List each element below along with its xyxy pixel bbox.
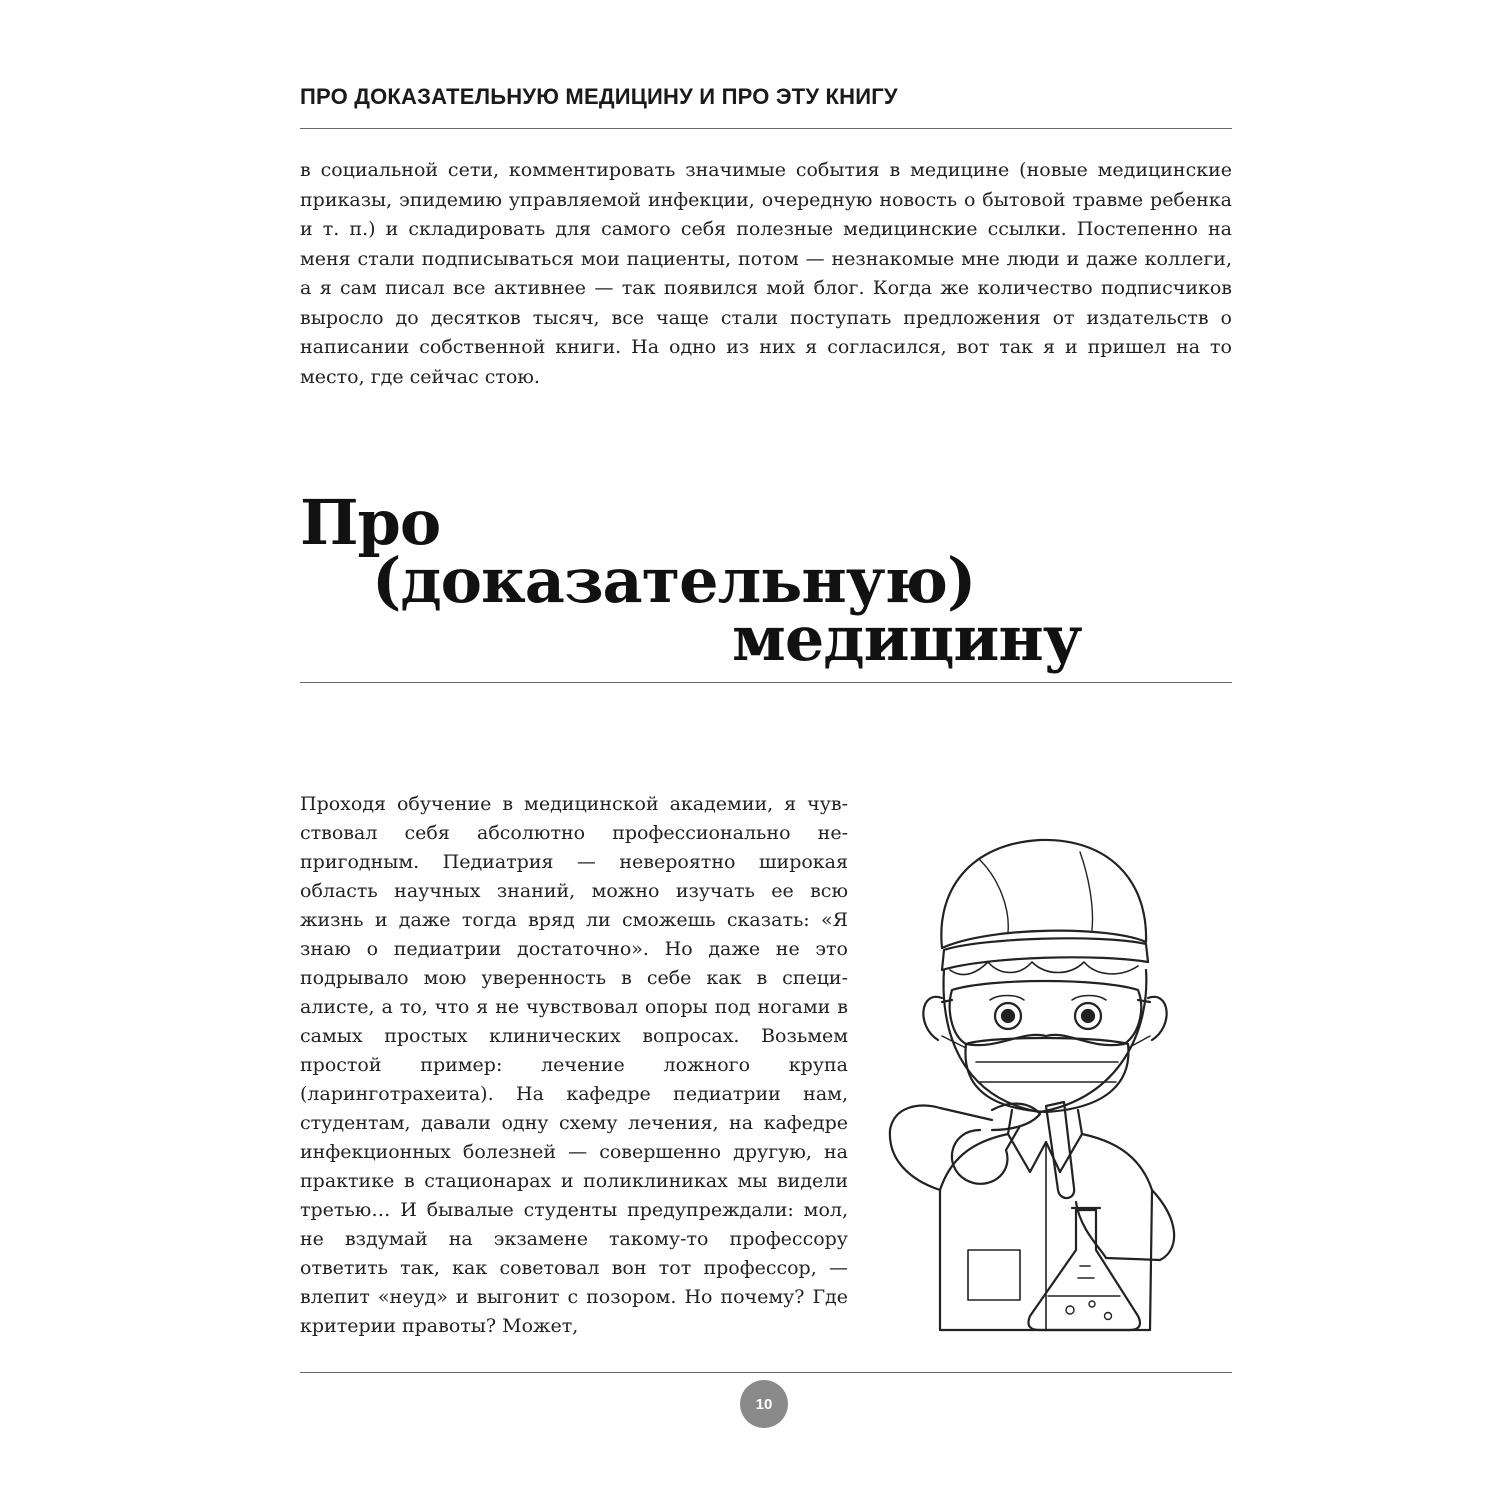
left-arm	[890, 1106, 992, 1190]
surgical-cap	[941, 840, 1146, 948]
body-paragraph: Проходя обучение в медицинской академии, я чувствовал себя абсолютно профессионально непригодным. Педиатрия — невероятно широкая область научных знаний, можно изучать ее всю жизнь и даже тогда вряд ли сможешь сказать: «Я знаю о педиатрии достаточно». Но даже не это подрывало мою уверенность в себе как в специалисте, а то, что я не чувствовал опоры под ногами в самых простых клинических вопросах. Возьмем простой пример: лечение ложного крупа (ларинготрахеита). На кафедре педиатрии нам, студентам, давали одну схему лечения, на кафедре инфекционных болезней — совершенно другую, на практике в стационарах и поликлиниках мы видели третью… И бывалые студенты предупреждали: мол, не вздумай на экзамене такому-то профессору ответить так, как советовал вон тот профессор, — влепит «неуд» и выгонит с позором. Но почему? Где критерии правоты? Может,	[300, 793, 848, 1337]
doctor-child-with-flask-illustration	[880, 830, 1200, 1340]
chapter-title-divider	[300, 682, 1232, 683]
chapter-title-line-1: Про	[300, 486, 441, 559]
chapter-title-line-2: (доказательную)	[372, 544, 976, 617]
running-header: ПРО ДОКАЗАТЕЛЬНУЮ МЕДИЦИНУ И ПРО ЭТУ КНИГУ	[300, 84, 898, 109]
intro-paragraph: в социальной сети, комментировать значимые события в медицине (новые медицинские приказы, эпидемию управляемой инфекции, очередную новость о бытовой травме ребенка и т. п.) и складировать для самого себя полезные медицинские ссылки. Постепенно на меня стали подписываться мои пациенты, потом — незнакомые мне люди и даже коллеги, а я сам писал все активнее — так появился мой блог. Когда же количество подписчиков выросло до десятков тысяч, все чаще стали поступать предложения от издательств о написании собственной книги. На одно из них я согласился, вот так я и пришел на то место, где сейчас стою.	[300, 159, 1232, 388]
left-ear	[923, 997, 942, 1040]
page-number-badge: 10	[740, 1380, 788, 1428]
footer-divider	[300, 1372, 1232, 1373]
header-divider	[300, 128, 1232, 129]
goggles	[950, 981, 1141, 1045]
right-ear	[1148, 997, 1167, 1040]
chapter-title	[300, 486, 1232, 675]
right-arm	[1106, 1190, 1174, 1260]
face-mask	[965, 1038, 1128, 1112]
chapter-title-line-3: медицину	[732, 602, 1082, 675]
